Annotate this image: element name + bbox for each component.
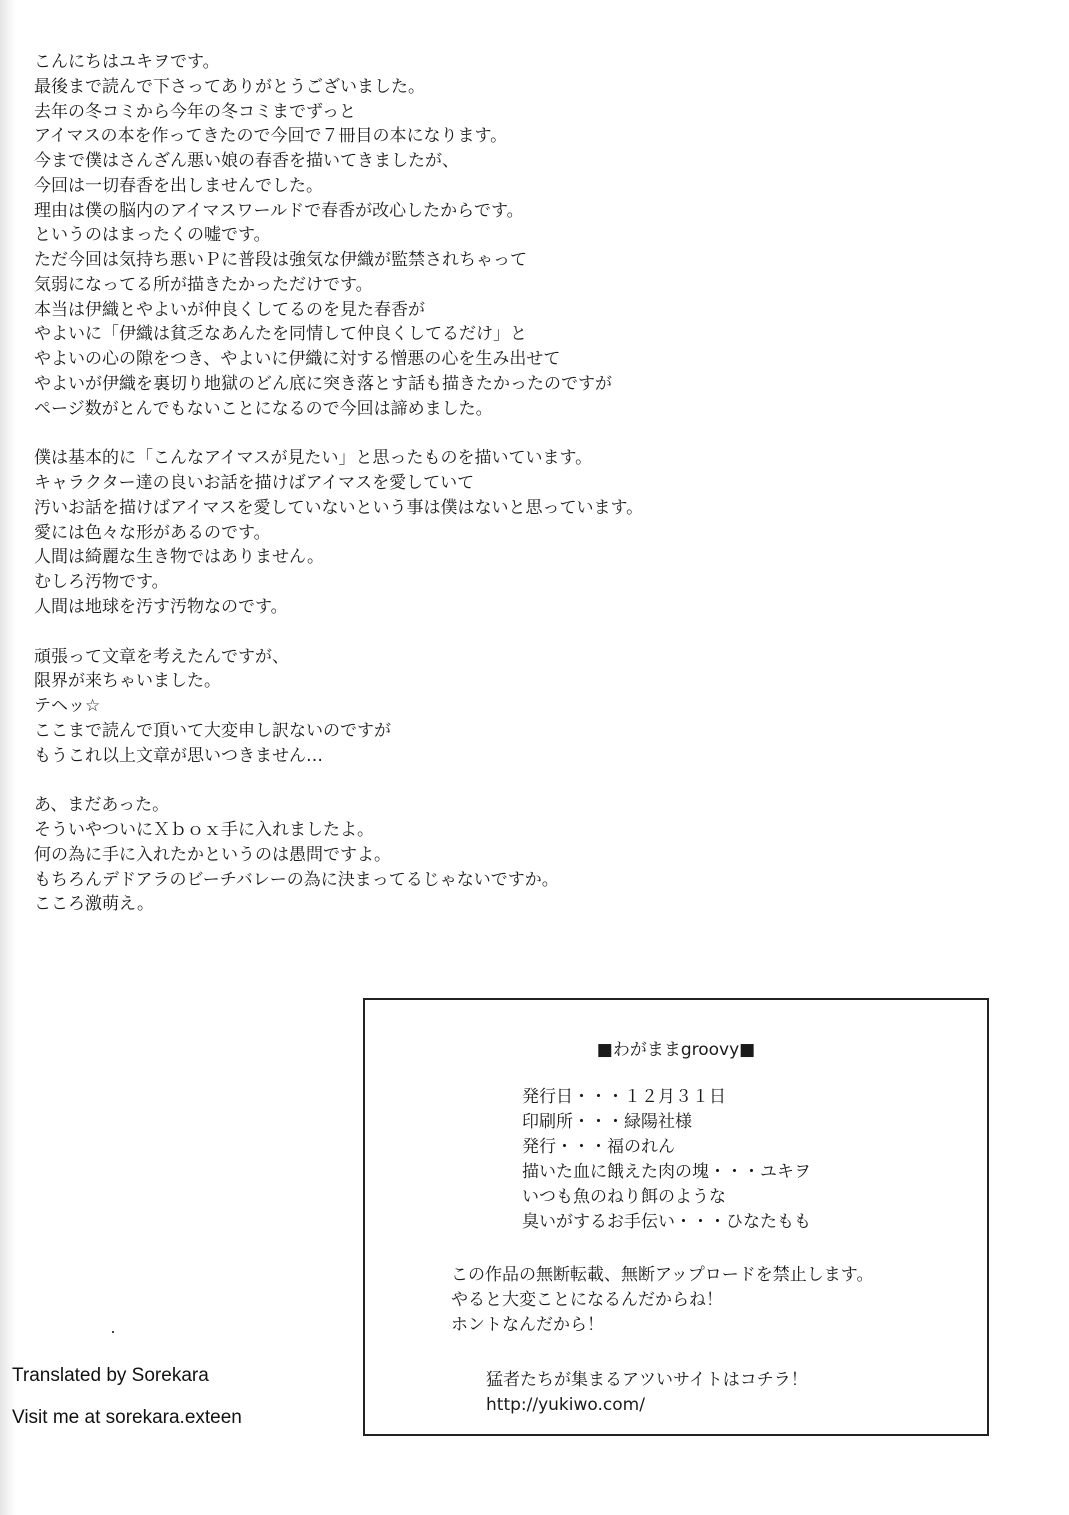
text-line: もちろんデドアラのビーチバレーの為に決まってるじゃないですか。: [34, 869, 559, 890]
text-line: 今まで僕はさんざん悪い娘の春香を描いてきましたが、: [34, 151, 459, 171]
paragraph-gap: [34, 768, 794, 793]
paragraph-gap: [34, 620, 794, 645]
text-line: 愛には色々な形があるのです。: [34, 522, 271, 543]
text-line: 僕は基本的に「こんなアイマスが見たい」と思ったものを描いています。: [34, 448, 593, 469]
text-line: 本当は伊織とやよいが仲良くしてるのを見た春香が: [34, 299, 425, 320]
text-line: やよいが伊織を裏切り地獄のどん底に突き落とす話も描きたかったのですが: [34, 373, 612, 394]
text-line: ここまで読んで頂いて大変申し訳ないのですが: [34, 720, 391, 741]
text-line: そういやついにＸｂｏｘ手に入れましたよ。: [34, 820, 374, 840]
text-line: 何の為に手に入れたかというのは愚問ですよ。: [34, 844, 391, 865]
site-intro: 猛者たちが集まるアツいサイトはコチラ！: [486, 1370, 808, 1390]
translator-credit: [12, 1355, 242, 1439]
paragraph-gap: [34, 421, 794, 446]
text-line: 人間は地球を汚す汚物なのです。: [34, 596, 288, 617]
text-line: むしろ汚物です。: [34, 572, 169, 592]
text-line: 頑張って文章を考えたんですが、: [34, 646, 289, 667]
text-line: 限界が来ちゃいました。: [34, 671, 221, 692]
text-line: アイマスの本を作ってきたので今回で７冊目の本になります。: [34, 126, 508, 147]
text-line: 理由は僕の脳内のアイマスワールドで春香が改心したからです。: [34, 200, 524, 221]
paragraph-1: [34, 50, 794, 421]
colophon-title: ■わがままgroovy■: [596, 1040, 756, 1060]
copyright-notice: [451, 1263, 873, 1338]
colophon-credits: [522, 1085, 811, 1235]
speck: [112, 1331, 114, 1333]
credit-line: 印刷所・・・緑陽社様: [522, 1112, 692, 1132]
afterword-text: [34, 50, 794, 917]
notice-line: この作品の無断転載、無断アップロードを禁止します。: [451, 1265, 874, 1285]
text-line: やよいに「伊織は貧乏なあんたを同情して仲良くしてるだけ」と: [34, 324, 527, 345]
text-line: 人間は綺麗な生き物ではありません。: [34, 547, 325, 568]
text-line: というのはまったくの嘘です。: [34, 225, 271, 246]
notice-line: やると大変ことになるんだからね！: [451, 1290, 723, 1310]
notice-line: ホントなんだから！: [451, 1315, 604, 1335]
page-binding-edge: [0, 0, 16, 1515]
text-line: キャラクター達の良いお話を描けばアイマスを愛していて: [34, 473, 475, 493]
text-line: ただ今回は気持ち悪いＰに普段は強気な伊織が監禁されちゃって: [34, 250, 527, 270]
text-line: 最後まで読んで下さってありがとうございました。: [34, 76, 425, 97]
text-line: あ、まだあった。: [34, 795, 170, 816]
credit-line: 発行・・・福のれん: [522, 1137, 675, 1157]
text-line: 気弱になってる所が描きたかっただけです。: [34, 274, 373, 295]
paragraph-3: [34, 645, 794, 769]
text-line: 去年の冬コミから今年の冬コミまでずっと: [34, 101, 356, 122]
text-line: テヘッ☆: [34, 696, 101, 716]
credit-line: 描いた血に餓えた肉の塊・・・ユキヲ: [522, 1162, 811, 1182]
credit-line: 発行日・・・１２月３１日: [522, 1087, 726, 1107]
paragraph-4: [34, 793, 794, 917]
site-url-link[interactable]: http://yukiwo.com/: [486, 1395, 645, 1415]
text-line: こころ激萌え。: [34, 894, 155, 915]
text-line: ページ数がとんでもないことになるので今回は諦めました。: [34, 398, 493, 419]
text-line: 汚いお話を描けばアイマスを愛していないという事は僕はないと思っています。: [34, 497, 644, 518]
text-line: もうこれ以上文章が思いつきません…: [34, 745, 323, 766]
text-line: やよいの心の隙をつき、やよいに伊織に対する憎悪の心を生み出せて: [34, 349, 561, 369]
website-info: [486, 1368, 808, 1418]
text-line: こんにちはユキヲです。: [34, 52, 220, 72]
translator-line: Translated by Sorekara: [12, 1365, 209, 1386]
translator-visit-line: Visit me at sorekara.exteen: [12, 1407, 242, 1428]
paragraph-2: [34, 446, 794, 619]
colophon-box: [363, 998, 989, 1436]
credit-line: いつも魚のねり餌のような: [522, 1187, 726, 1207]
text-line: 今回は一切春香を出しませんでした。: [34, 175, 323, 196]
credit-line: 臭いがするお手伝い・・・ひなたもも: [522, 1212, 811, 1232]
